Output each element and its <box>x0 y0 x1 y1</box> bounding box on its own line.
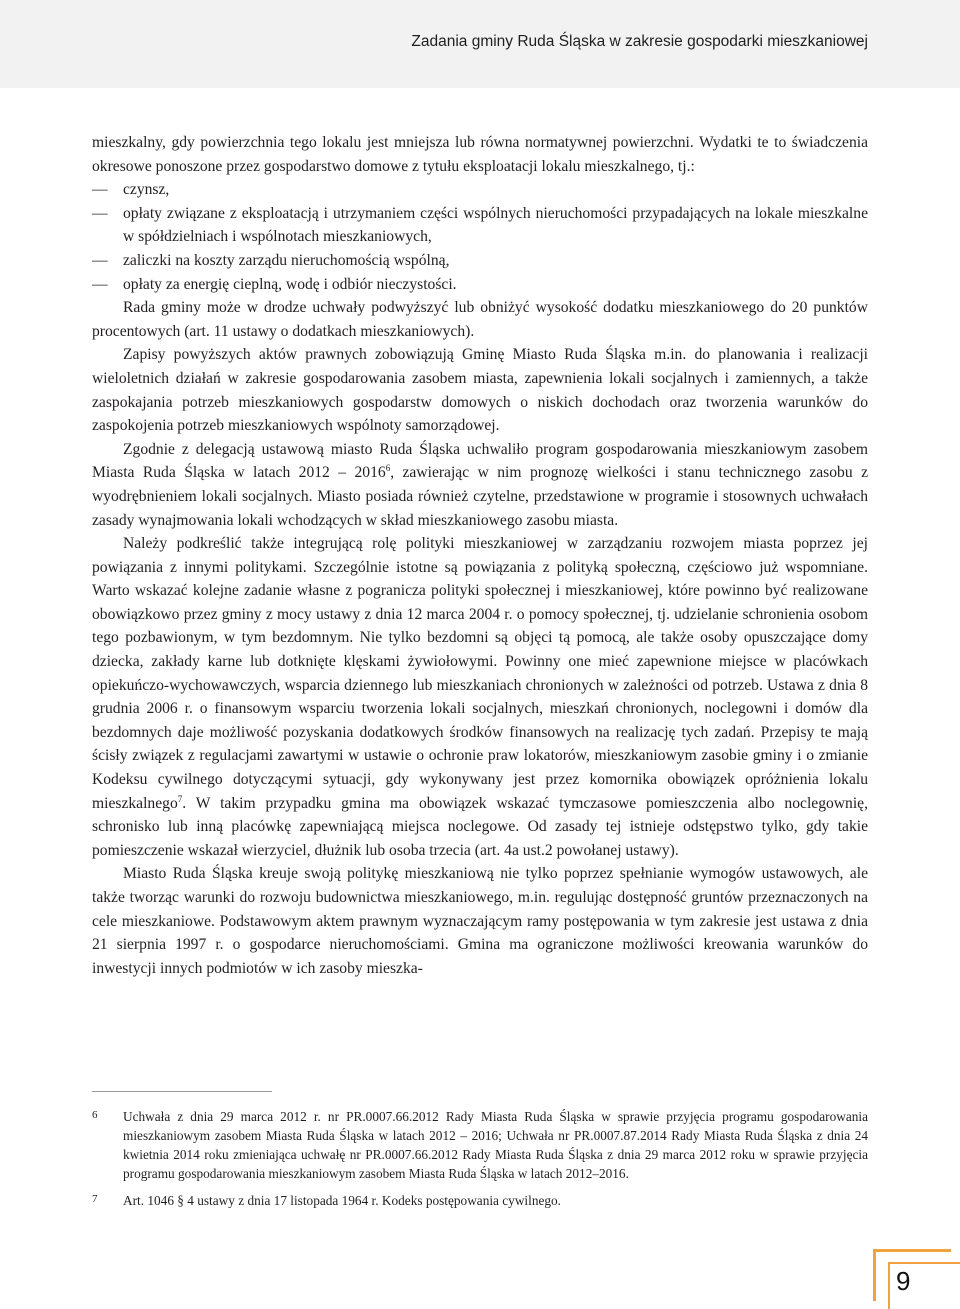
running-header <box>0 0 960 88</box>
paragraph: Zapisy powyższych aktów prawnych zobowiązują Gminę Miasto Ruda Śląska m.in. do planowania i realizacji wieloletnich działań w zakresie gospodarowania zasobem miasta, zapewnienia lokali socjalnych i zamiennych, a także zaspokajania potrzeb mieszkaniowych gospodarstw domowych o niskich dochodach oraz tworzenia warunków do zaspokojenia potrzeb mieszkaniowych wspólnoty samorządowej. <box>92 346 868 435</box>
footnote-number: 7 <box>92 1193 98 1205</box>
footnotes <box>92 1107 868 1218</box>
footnote-ref[interactable]: 7 <box>177 793 183 804</box>
list-item: — czynsz, <box>92 178 868 202</box>
footnote <box>92 1107 868 1183</box>
paragraph-text: Należy podkreślić także integrującą rolę polityki mieszkaniowej w zarządzaniu rozwojem miasta poprzez jej powiązania z innymi politykami. Szczególnie istotne są powiązania z polityką społeczną, częściowo już wspomniane. Warto wskazać kolejne zadanie własne z pogranicza polityki społecznej i mieszkaniowej, które powinno być realizowane obowiązkowo przez gminy z mocy ustawy z dnia 12 marca 2004 r. o pomocy społecznej, tj. udzielanie schronienia osobom tego pozbawionym, w tym bezdomnym. Nie tylko bezdomni są objęci tą pomocą, ale także osoby opuszczające domy dziecka, zakłady karne lub dotknięte klęskami żywiołowymi. Powinny one mieć zapewnione miejsce w placówkach opiekuńczo-wychowawczych, wsparcia dziennego lub mieszkaniach chronionych w zależności od potrzeb. Ustawa z dnia 8 grudnia 2006 r. o finansowym wsparciu tworzenia lokali socjalnych, mieszkań chronionych, noclegowni i domów dla bezdomnych daje możliwość pozyskania dodatkowych środków finansowych na realizację tych zadań. Przepisy te mają ścisły związek z regulacjami zawartymi w ustawie o ochronie praw lokatorów, mieszkaniowym zasobie gminy i o zmianie Kodeksu cywilnego dotyczącymi sytuacji, gdy wykonywany jest przez komornika obowiązek opróżnienia lokalu mieszkalnego <box>92 535 868 812</box>
footnote-ref[interactable]: 6 <box>385 463 391 474</box>
footnote-number: 6 <box>92 1109 98 1121</box>
paragraph: Miasto Ruda Śląska kreuje swoją politykę mieszkaniową nie tylko poprzez spełnianie wymogów ustawowych, ale także tworząc warunki do rozwoju budownictwa mieszkaniowego, m.in. regulując dostępność gruntów przeznaczonych na cele mieszkaniowe. Podstawowym aktem prawnym wyznaczającym ramy postępowania w tym zakresie jest ustawa z dnia 21 sierpnia 1997 r. o gospodarce nieruchomościami. Gmina ma ograniczone możliwości kreowania warunków do inwestycji innych podmiotów w ich zasoby mieszka- <box>92 865 868 977</box>
paragraph-text: Zgodnie z delegacją ustawową miasto Ruda Śląska uchwaliło program gospodarowania mieszkaniowym zasobem Miasta Ruda Śląska w latach 2012 – 2016 <box>92 440 868 482</box>
footnote-text: Uchwała z dnia 29 marca 2012 r. nr PR.0007.66.2012 Rady Miasta Ruda Śląska w sprawie przyjęcia programu gospodarowania mieszkaniowym zasobem Miasta Ruda Śląska w latach 2012 – 2016; Uchwała nr PR.0007.87.2014 Rady Miasta Ruda Śląska z dnia 24 kwietnia 2014 roku zmieniająca uchwałę nr PR.0007.66.2012 Rady Miasta Ruda Śląska z dnia 29 marca 2012 roku w sprawie przyjęcia programu gospodarowania mieszkaniowym zasobem Miasta Ruda Śląska w latach 2012–2016. <box>123 1109 868 1181</box>
footnote <box>92 1191 868 1210</box>
intro-paragraph: mieszkalny, gdy powierzchnia tego lokalu jest mniejsza lub równa normatywnej powierzchni. Wydatki te to świadczenia okresowe ponoszone przez gospodarstwo domowe z tytułu eksploatacji lokalu mieszkalnego, tj.: <box>92 134 868 175</box>
footnote-text: Art. 1046 § 4 ustawy z dnia 17 listopada 1964 r. Kodeks postępowania cywilnego. <box>123 1193 561 1208</box>
list-item: — opłaty związane z eksploatacją i utrzymaniem części wspólnych nieruchomości przypadających na lokale mieszkalne w spółdzielniach i wspólnotach mieszkaniowych, <box>92 202 868 249</box>
paragraph: Rada gminy może w drodze uchwały podwyższyć lub obniżyć wysokość dodatku mieszkaniowego do 20 punktów procentowych (art. 11 ustawy o dodatkach mieszkaniowych). <box>92 299 868 340</box>
expense-list <box>92 178 868 296</box>
list-item: — opłaty za energię cieplną, wodę i odbiór nieczystości. <box>92 273 868 297</box>
page-number: 9 <box>896 1266 911 1296</box>
header-title: Zadania gminy Ruda Śląska w zakresie gospodarki mieszkaniowej <box>411 33 868 50</box>
page-number-badge <box>873 1249 951 1301</box>
footnote-divider <box>92 1091 272 1092</box>
main-text <box>92 131 868 980</box>
paragraph <box>92 438 868 532</box>
paragraph-text: , zawierając w nim prognozę wielkości i stanu technicznego zasobu z wyodrębnieniem lokali socjalnych. Miasto posiada również czytelne, przedstawione w programie i stosownych uchwałach zasady wynajmowania lokali wchodzących w skład mieszkaniowego zasobu miasta. <box>92 464 868 529</box>
list-item: — zaliczki na koszty zarządu nieruchomością wspólną, <box>92 249 868 273</box>
paragraph-text: . W takim przypadku gmina ma obowiązek wskazać tymczasowe pomieszczenia albo noclegownię, schronisko lub inną placówkę zapewniającą miejsca noclegowe. Od zasady tej istnieje odstępstwo tylko, gdy takie pomieszczenie wskazał wierzyciel, dłużnik lub osoba trzecia (art. 4a ust.2 powołanej ustawy). <box>92 794 868 859</box>
paragraph <box>92 532 868 862</box>
